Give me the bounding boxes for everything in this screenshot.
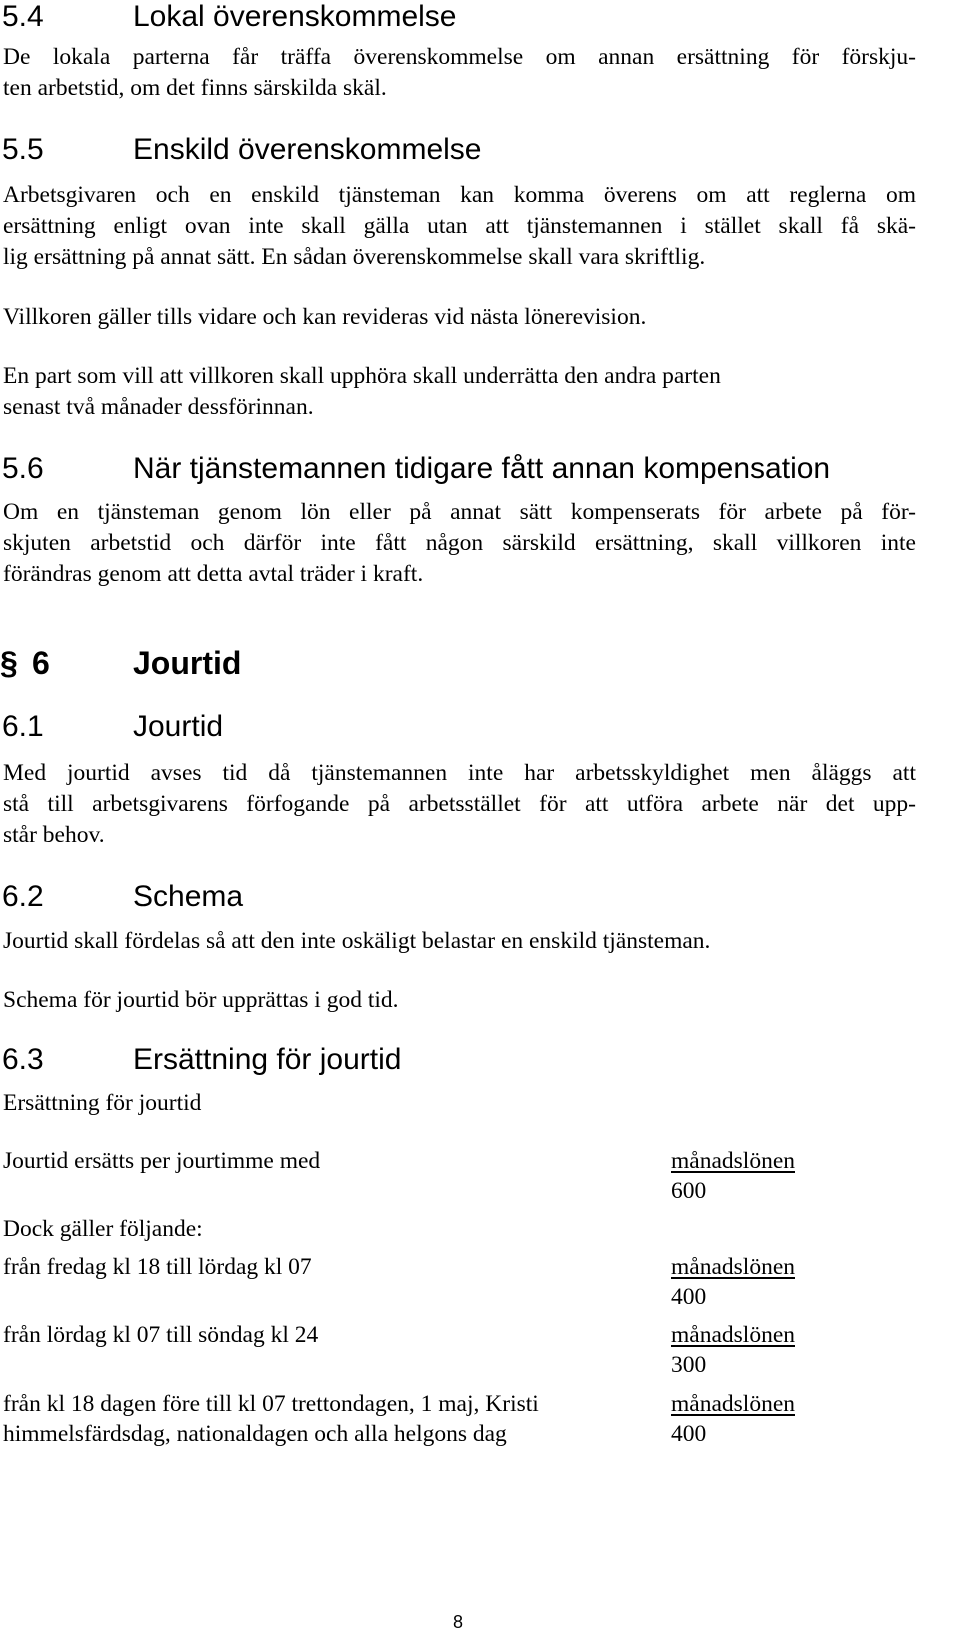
heading-6-2 [2, 880, 243, 914]
section-title: Jourtid [133, 710, 224, 743]
paragraph-6-1 [3, 758, 916, 851]
section-title: Schema [133, 880, 244, 913]
paragraph-6-2-a [3, 926, 710, 957]
rate-divisor: 400 [671, 1421, 707, 1447]
heading-5-6 [2, 452, 830, 486]
text-line: förändras genom att detta avtal träder i kraft. [3, 561, 424, 587]
text-line: skjuten arbetstid och därför inte fått någon särskild ersättning, skall villkoren inte [3, 530, 916, 556]
row-label: från fredag kl 18 till lördag kl 07 [3, 1254, 312, 1280]
text-line: Om en tjänsteman genom lön eller på annat sätt kompenserats för arbete på för- [3, 499, 916, 525]
paragraph-5-4 [3, 42, 916, 104]
paragraph-6-2-b [3, 985, 399, 1016]
text-line: lig ersättning på annat sätt. En sådan överenskommelse skall vara skriftlig. [3, 244, 706, 270]
text-line: stå till arbetsgivarens förfogande på arbetsstället för att utföra arbete när det upp- [3, 791, 916, 817]
note-text: Dock gäller följande: [3, 1216, 203, 1242]
text-line: De lokala parterna får träffa överenskommelse om annan ersättning för förskju- [3, 44, 916, 70]
text-line: En part som vill att villkoren skall upphöra skall underrätta den andra parten [3, 363, 721, 389]
section-number: 6.1 [2, 710, 44, 743]
section-title: Enskild överenskommelse [133, 133, 482, 166]
row-label: himmelsfärdsdag, nationaldagen och alla helgons dag [3, 1421, 507, 1447]
text-line: Arbetsgivaren och en enskild tjänsteman kan komma överens om att reglerna om [3, 182, 916, 208]
row-label: Jourtid ersätts per jourtimme med [3, 1148, 321, 1174]
rate-numerator: månadslönen [671, 1322, 795, 1348]
paragraph-5-6 [3, 497, 916, 590]
rate-divisor: 300 [671, 1352, 707, 1378]
table-row [3, 1252, 312, 1282]
text-line: står behov. [3, 822, 105, 848]
paragraph-5-5-c [3, 361, 721, 423]
rate-cell [671, 1389, 795, 1449]
section-number: 6.3 [2, 1043, 44, 1076]
chapter-number: 6 [32, 645, 50, 681]
table-note [3, 1214, 203, 1244]
subtitle-6-3 [3, 1088, 201, 1119]
rate-cell [671, 1252, 795, 1312]
heading-5-4 [2, 0, 456, 34]
text-line: Med jourtid avses tid då tjänstemannen inte har arbetsskyldighet men åläggs att [3, 760, 916, 786]
section-title: Ersättning för jourtid [133, 1043, 402, 1076]
chapter-heading-6 [0, 645, 241, 681]
text-line: ten arbetstid, om det finns särskilda skäl. [3, 75, 387, 101]
table-row [3, 1320, 318, 1350]
rate-numerator: månadslönen [671, 1254, 795, 1280]
paragraph-5-5-b [3, 302, 646, 333]
section-title: Lokal överenskommelse [133, 0, 457, 33]
section-number: 5.5 [2, 133, 44, 166]
rate-numerator: månadslönen [671, 1391, 795, 1417]
table-row [3, 1146, 320, 1176]
text-line: Ersättning för jourtid [3, 1090, 202, 1116]
rate-divisor: 400 [671, 1284, 707, 1310]
row-label: från lördag kl 07 till söndag kl 24 [3, 1322, 319, 1348]
paragraph-5-5-a [3, 180, 916, 273]
row-label: från kl 18 dagen före till kl 07 trettondagen, 1 maj, Kristi [3, 1391, 539, 1417]
heading-5-5 [2, 133, 481, 167]
table-row [3, 1389, 539, 1449]
paragraph-sign: § [0, 645, 18, 681]
section-number: 5.4 [2, 0, 44, 33]
section-number: 5.6 [2, 452, 44, 485]
heading-6-3 [2, 1043, 401, 1077]
section-title: När tjänstemannen tidigare fått annan kompensation [133, 452, 831, 485]
chapter-title: Jourtid [133, 645, 242, 681]
rate-cell [671, 1320, 795, 1380]
rate-divisor: 600 [671, 1178, 707, 1204]
rate-cell [671, 1146, 795, 1206]
page-number: 8 [453, 1612, 464, 1632]
text-line: Schema för jourtid bör upprättas i god tid. [3, 987, 399, 1013]
rate-numerator: månadslönen [671, 1148, 795, 1174]
text-line: senast två månader dessförinnan. [3, 394, 314, 420]
text-line: Jourtid skall fördelas så att den inte oskäligt belastar en enskild tjänsteman. [3, 928, 711, 954]
section-number: 6.2 [2, 880, 44, 913]
text-line: ersättning enligt ovan inte skall gälla utan att tjänstemannen i stället skall få skä- [3, 213, 916, 239]
heading-6-1 [2, 710, 223, 744]
text-line: Villkoren gäller tills vidare och kan revideras vid nästa lönerevision. [3, 304, 647, 330]
